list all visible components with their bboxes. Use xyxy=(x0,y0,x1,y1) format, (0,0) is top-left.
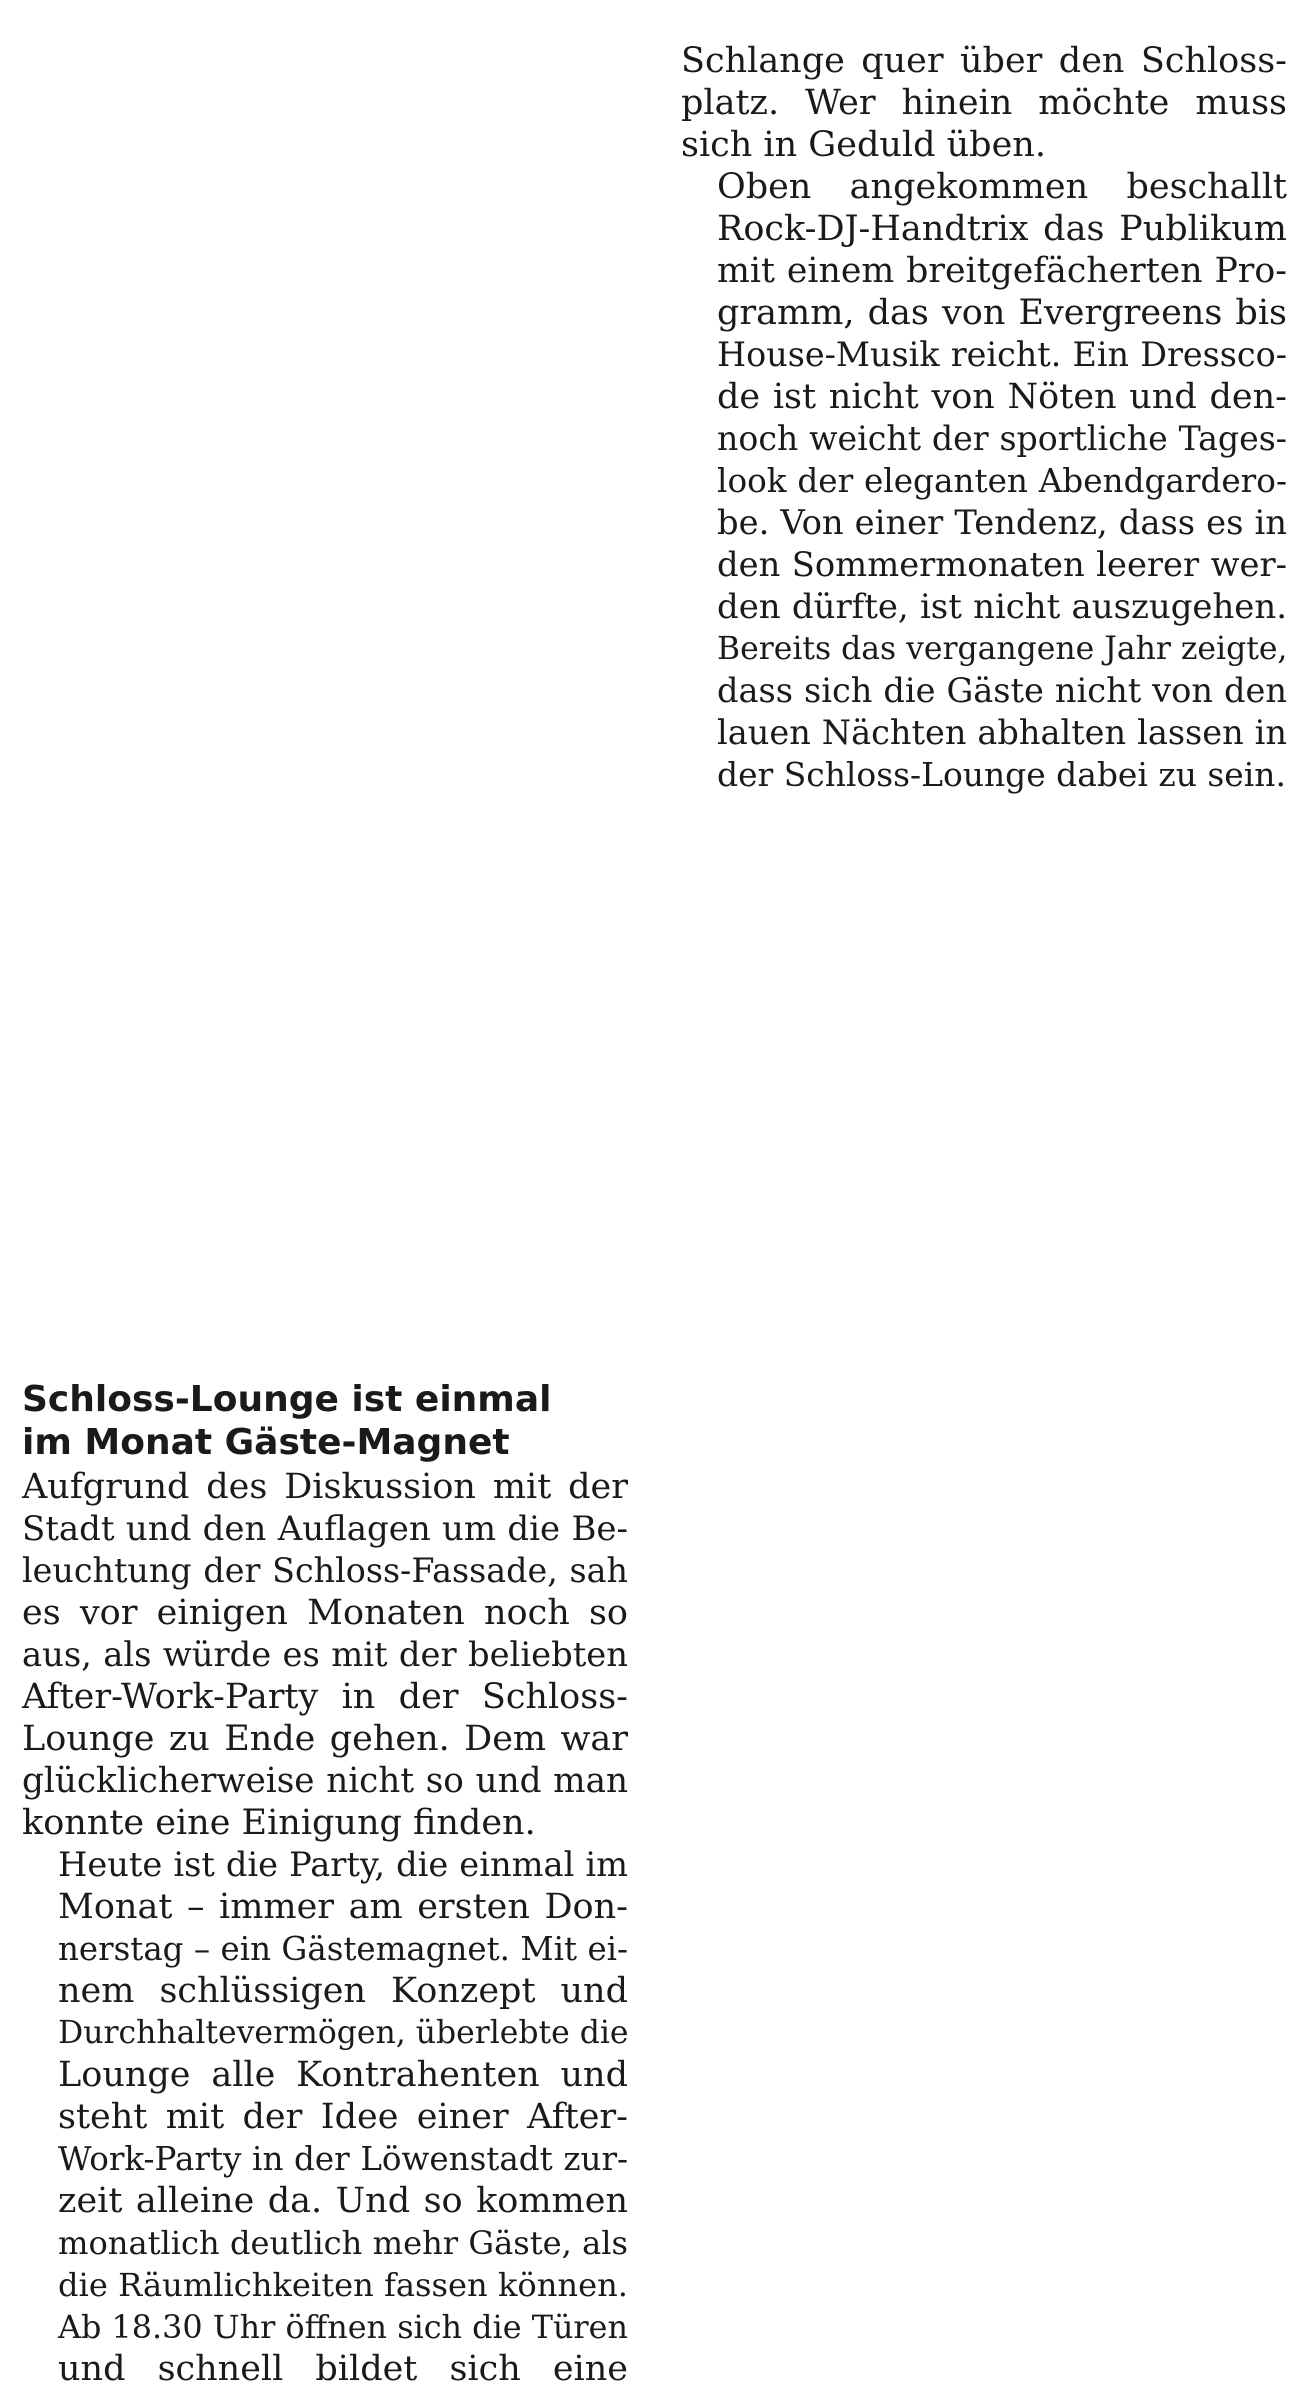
text-line: dass sich die Gäste nicht von den xyxy=(717,671,1287,710)
article-column-right xyxy=(681,40,1287,796)
text-line: und schnell bildet sich eine xyxy=(58,2349,628,2389)
text-line: mit einem breitgefächerten Pro- xyxy=(717,251,1287,291)
text-line: monatlich deutlich mehr Gäste, als xyxy=(58,2224,628,2262)
text-line: nerstag – ein Gästemagnet. Mit ei- xyxy=(58,1930,628,1968)
text-line: zeit alleine da. Und so kommen xyxy=(58,2181,628,2221)
text-line: den dürfte, ist nicht auszugehen. xyxy=(717,587,1287,626)
text-line: Stadt und den Auflagen um die Be- xyxy=(22,1509,628,1549)
text-line: Oben angekommen beschallt xyxy=(717,167,1287,207)
text-line: be. Von einer Tendenz, dass es in xyxy=(717,503,1287,542)
paragraph-left-2 xyxy=(22,1844,628,2390)
text-line: House-Musik reicht. Ein Dressco- xyxy=(717,335,1287,374)
text-line: sich in Geduld üben. xyxy=(681,125,1046,165)
text-line: Lounge alle Kontrahenten und xyxy=(58,2055,628,2095)
paragraph-left-1 xyxy=(22,1466,628,1844)
text-line: glücklicherweise nicht so und man xyxy=(22,1761,628,1801)
text-line: nem schlüssigen Konzept und xyxy=(58,1971,628,2011)
text-line: Aufgrund des Diskussion mit der xyxy=(22,1467,628,1507)
text-line: den Sommermonaten leerer wer- xyxy=(717,545,1287,584)
text-line: Bereits das vergangene Jahr zeigte, xyxy=(717,631,1288,667)
text-line: Durchhaltevermögen, überlebte die xyxy=(58,2015,629,2051)
text-line: Work-Party in der Löwenstadt zur- xyxy=(58,2140,628,2178)
text-line: Ab 18.30 Uhr öffnen sich die Türen xyxy=(58,2308,628,2346)
text-line: de ist nicht von Nöten und den- xyxy=(717,377,1287,417)
text-line: der Schloss-Lounge dabei zu sein. xyxy=(717,755,1286,794)
text-line: Lounge zu Ende gehen. Dem war xyxy=(22,1719,628,1759)
text-line: look der eleganten Abendgardero- xyxy=(717,462,1287,500)
paragraph-right-1 xyxy=(681,40,1287,166)
headline-line-1: Schloss-Lounge ist einmal xyxy=(22,1379,552,1420)
text-line: konnte eine Einigung finden. xyxy=(22,1803,536,1843)
text-line: Rock-DJ-Handtrix das Publikum xyxy=(717,209,1287,249)
text-line: After-Work-Party in der Schloss- xyxy=(22,1677,628,1717)
text-line: noch weicht der sportliche Tages- xyxy=(717,419,1287,458)
paragraph-right-2 xyxy=(681,166,1287,796)
text-line: Schlange quer über den Schloss- xyxy=(681,41,1287,81)
text-line: steht mit der Idee einer After- xyxy=(58,2097,628,2137)
text-line: leuchtung der Schloss-Fassade, sah xyxy=(22,1551,628,1590)
text-line: Heute ist die Party, die einmal im xyxy=(58,1845,628,1884)
article-headline xyxy=(22,1378,628,1464)
headline-line-2: im Monat Gäste-Magnet xyxy=(22,1422,510,1463)
text-line: lauen Nächten abhalten lassen in xyxy=(717,713,1287,752)
article-column-left xyxy=(22,1378,628,2390)
text-line: gramm, das von Evergreens bis xyxy=(717,293,1287,333)
text-line: platz. Wer hinein möchte muss xyxy=(681,83,1287,123)
text-line: es vor einigen Monaten noch so xyxy=(22,1593,628,1633)
text-line: die Räumlichkeiten fassen können. xyxy=(58,2266,628,2304)
text-line: aus, als würde es mit der beliebten xyxy=(22,1635,628,1674)
text-line: Monat – immer am ersten Don- xyxy=(58,1887,628,1927)
